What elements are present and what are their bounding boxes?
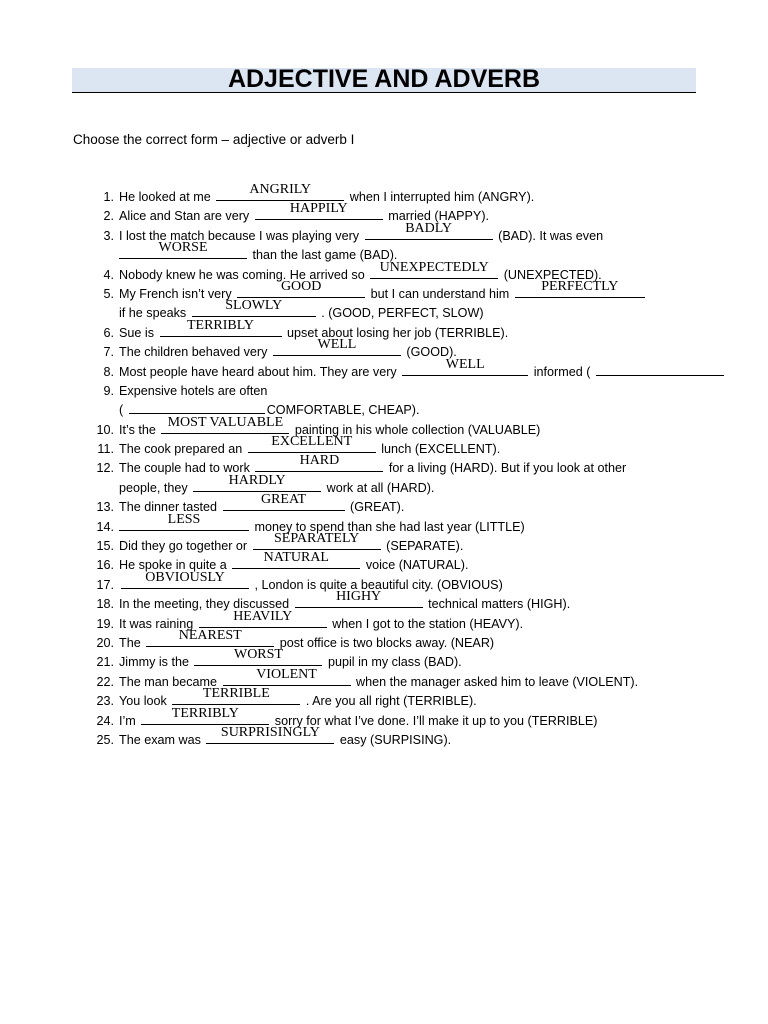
item-text: easy ( (339, 732, 375, 747)
list-item (92, 337, 692, 362)
answer-blank[interactable] (223, 492, 345, 511)
list-item (92, 589, 692, 614)
list-item (92, 705, 692, 731)
answer-blank[interactable] (160, 317, 282, 337)
keyword: BAD (502, 228, 529, 243)
list-item (92, 531, 692, 556)
item-number: 17. (96, 577, 114, 592)
item-text: ). (460, 558, 469, 573)
item-number: 1. (103, 190, 114, 204)
worksheet-title-bar (72, 65, 696, 93)
item-number: 4. (103, 267, 114, 282)
item-number: 23. (96, 694, 114, 709)
item-text: ). (515, 616, 524, 631)
answer-blank[interactable] (273, 337, 401, 356)
item-text: pupil in my class ( (327, 655, 429, 670)
item-text: Alice and Stan are very (119, 209, 250, 224)
item-text: I lost the match because I was playing very (119, 228, 360, 243)
item-text: The children behaved very (119, 345, 268, 360)
item-text: The exam was (119, 732, 201, 747)
item-text: Did they go together or (119, 539, 248, 554)
item-text: ). (492, 442, 501, 457)
item-text: ). (443, 732, 452, 747)
answer-text: HAPPILY (289, 201, 348, 217)
item-text: ) (593, 713, 598, 728)
answer-text: SURPRISINGLY (220, 724, 320, 740)
item-text: ). (500, 325, 509, 340)
answer-text: SEPARATELY (274, 531, 360, 547)
answer-blank[interactable] (596, 363, 724, 376)
answer-text: VIOLENT (256, 666, 317, 682)
keyword: HARD (391, 480, 427, 495)
answer-blank[interactable] (194, 647, 322, 666)
item-number: 21. (96, 655, 114, 670)
keyword: BAD (428, 655, 454, 670)
answer-blank[interactable] (253, 531, 381, 550)
answer-text: PERFECTLY (541, 278, 619, 294)
answer-text: UNEXPECTEDLY (379, 259, 489, 275)
item-text: ). (562, 597, 571, 612)
item-text: ( (498, 228, 503, 243)
answer-blank[interactable] (129, 401, 265, 414)
item-text: painting in his whole collection ( (294, 422, 472, 437)
item-text: It’s the (119, 422, 156, 437)
item-text: ) (479, 306, 484, 321)
item-text: when I interrupted him ( (349, 190, 483, 204)
item-text: You look (119, 694, 167, 709)
list-item (92, 511, 692, 537)
item-text: ( (350, 500, 355, 515)
item-text: voice ( (365, 558, 403, 573)
item-text: The dinner tasted (119, 500, 218, 515)
item-text: The man became (119, 674, 218, 689)
answer-blank[interactable] (255, 201, 383, 220)
item-number: 19. (96, 616, 114, 631)
item-text: than the last game (BAD). (252, 248, 398, 263)
answer-blank[interactable] (248, 434, 376, 453)
item-text: The couple had to work (119, 461, 250, 476)
answer-blank[interactable] (370, 259, 498, 279)
item-text: ). (453, 655, 462, 670)
keyword: TERRIBLE (407, 694, 469, 709)
item-text: My French isn’t very (119, 286, 232, 301)
answer-text: HEAVILY (233, 608, 293, 624)
answer-text: SLOWLY (225, 298, 283, 314)
answer-text: NEAREST (178, 627, 242, 643)
keyword: EXCELLENT (419, 442, 493, 457)
item-number: 10. (96, 422, 114, 437)
item-text: post office is two blocks away. ( (279, 635, 455, 650)
page-title: ADJECTIVE AND ADVERB (227, 65, 541, 93)
item-text: Most people have heard about him. They are very (119, 364, 397, 379)
item-text: I’m (119, 713, 136, 728)
item-text: ). (426, 480, 435, 495)
item-text: . ( (321, 306, 333, 321)
item-text: upset about losing her job ( (287, 325, 439, 340)
answer-text: WORSE (158, 240, 208, 256)
item-text: technical matters ( (428, 597, 532, 612)
item-number: 11. (97, 442, 114, 457)
item-text: The (119, 635, 141, 650)
answer-text: MOST VALUABLE (167, 414, 284, 430)
item-text: work at all ( (326, 480, 392, 495)
item-number: 12. (96, 461, 114, 476)
list-item (92, 647, 692, 672)
item-number: 13. (96, 500, 114, 515)
list-item (92, 182, 692, 207)
item-text: He spoke in quite a (119, 558, 227, 573)
keyword: TERRIBLE (531, 713, 594, 728)
item-number: 25. (96, 732, 114, 747)
answer-text: WELL (445, 356, 485, 372)
item-number: 8. (103, 364, 114, 379)
answer-text: HIGHY (336, 589, 382, 605)
list-item (92, 472, 692, 498)
item-text: if he speaks (119, 306, 187, 321)
item-text: Jimmy is the (119, 655, 189, 670)
answer-blank[interactable] (223, 666, 351, 686)
list-item (92, 724, 692, 750)
keyword: UNEXPECTED (507, 267, 594, 282)
keyword: HIGH (531, 597, 563, 612)
item-text: ( (119, 403, 124, 418)
list-item (92, 356, 692, 382)
keyword: LITTLE (479, 519, 521, 534)
answer-text: WORST (233, 647, 283, 663)
list-item (92, 278, 692, 304)
item-text: Nobody knew he was coming. He arrived so (119, 267, 365, 282)
item-text: ). (593, 267, 602, 282)
item-number: 5. (103, 286, 114, 301)
list-item (92, 434, 692, 459)
item-text: ) (536, 422, 541, 437)
answer-text: GREAT (260, 492, 307, 508)
answer-text: HARDLY (228, 472, 286, 488)
list-item (92, 382, 692, 401)
keyword: OBVIOUS (441, 577, 499, 592)
item-text: ( (386, 539, 391, 554)
answer-blank[interactable] (193, 472, 321, 492)
item-number: 20. (96, 635, 114, 650)
item-text: ). It was even (528, 228, 604, 243)
answer-blank[interactable] (365, 220, 493, 240)
item-text: . Are you all right ( (305, 694, 408, 709)
item-text: ). (481, 209, 490, 224)
item-text: ). (449, 345, 457, 360)
item-text: In the meeting, they discussed (119, 597, 290, 612)
keyword: VALUABLE (472, 422, 537, 437)
keyword: HEAVY (473, 616, 516, 631)
item-text: The cook prepared an (119, 442, 243, 457)
item-number: 18. (96, 597, 114, 612)
item-text: ). (468, 694, 477, 709)
answer-text: TERRIBLY (171, 705, 239, 721)
item-text: Sue is (119, 325, 155, 340)
instructions: Choose the correct form – adjective or adverb I (73, 132, 355, 147)
keyword: NATURAL (402, 558, 461, 573)
list-item (92, 453, 692, 478)
keyword: GOOD (410, 345, 450, 360)
item-text: informed ( (533, 364, 591, 379)
answer-blank[interactable] (237, 278, 365, 298)
item-text: people, they (119, 480, 188, 495)
answer-blank[interactable] (255, 453, 383, 472)
item-text: ) (489, 635, 495, 650)
answer-text: TERRIBLY (186, 317, 255, 333)
keyword: VIOLENT (576, 674, 631, 689)
answer-text: LESS (167, 511, 201, 527)
item-text: Expensive hotels are often (119, 383, 268, 398)
answer-text: HARD (299, 453, 340, 469)
answer-blank[interactable] (119, 511, 249, 531)
keyword: HAPPY (438, 209, 482, 224)
item-number: 15. (96, 539, 114, 554)
item-text: lunch ( (381, 442, 420, 457)
answer-text: OBVIOUSLY (145, 569, 225, 585)
item-text: married ( (388, 209, 439, 224)
answer-text: ANGRILY (249, 182, 312, 197)
list-item (92, 414, 692, 440)
item-text: when the manager asked him to leave ( (356, 674, 577, 689)
answer-text: WELL (317, 337, 357, 353)
item-number: 24. (96, 713, 114, 728)
item-number: 3. (103, 228, 114, 243)
answer-blank[interactable] (146, 627, 274, 647)
answer-blank[interactable] (141, 705, 269, 725)
keyword: SURPISING (374, 732, 444, 747)
answer-blank[interactable] (172, 686, 300, 705)
answer-blank[interactable] (161, 414, 289, 434)
item-text: ( (406, 345, 411, 360)
answer-blank[interactable] (192, 298, 316, 317)
item-text: ). (526, 190, 535, 204)
item-number: 16. (96, 558, 114, 573)
answer-blank[interactable] (295, 589, 423, 608)
item-number: 7. (103, 345, 114, 360)
item-text: but I can understand him (370, 286, 510, 301)
answer-text: GOOD (280, 278, 322, 294)
item-text: when I got to the station ( (332, 616, 474, 631)
answer-blank[interactable] (119, 240, 247, 259)
item-number: 6. (103, 325, 114, 340)
item-number: 2. (103, 209, 114, 224)
keyword: GREAT (354, 500, 397, 515)
keyword: TERRIBLE (438, 325, 501, 340)
answer-text: EXCELLENT (271, 434, 353, 450)
item-text: ). (455, 539, 464, 554)
answer-blank[interactable] (206, 724, 334, 744)
answer-text: TERRIBLE (202, 686, 270, 702)
item-text: ) (520, 519, 525, 534)
answer-blank[interactable] (121, 569, 249, 589)
item-text: ). (411, 403, 420, 418)
item-text: ). (630, 674, 639, 689)
item-text: He looked at me (119, 190, 211, 204)
list-item (92, 627, 692, 653)
keyword: ANGRY (482, 190, 527, 204)
exercise-list (92, 182, 692, 750)
answer-text: BADLY (405, 220, 453, 236)
item-text: ). (396, 500, 405, 515)
item-text: ( (503, 267, 508, 282)
item-number: 9. (103, 383, 114, 398)
item-number: 14. (96, 519, 114, 534)
answer-text: NATURAL (263, 550, 329, 566)
item-text: , London is quite a beautiful city. ( (254, 577, 442, 592)
answer-blank[interactable] (515, 278, 645, 298)
item-text: ) (498, 577, 503, 592)
item-number: 22. (96, 674, 114, 689)
answer-blank[interactable] (232, 550, 360, 569)
item-text: It was raining (119, 616, 194, 631)
keyword: NEAR (454, 635, 490, 650)
answer-blank[interactable] (199, 608, 327, 628)
answer-blank[interactable] (402, 356, 528, 376)
keyword: COMFORTABLE, CHEAP (266, 403, 412, 418)
item-text: sorry for what I’ve done. I’ll make it up to you ( (274, 713, 532, 728)
keyword: HARD (454, 461, 490, 476)
keyword: GOOD, PERFECT, SLOW (332, 306, 480, 321)
item-text: for a living ( (388, 461, 455, 476)
item-text: money to spend than she had last year ( (254, 519, 480, 534)
item-text: ). But if you look at other (489, 461, 627, 476)
keyword: SEPARATE (390, 539, 456, 554)
answer-blank[interactable] (216, 182, 344, 201)
